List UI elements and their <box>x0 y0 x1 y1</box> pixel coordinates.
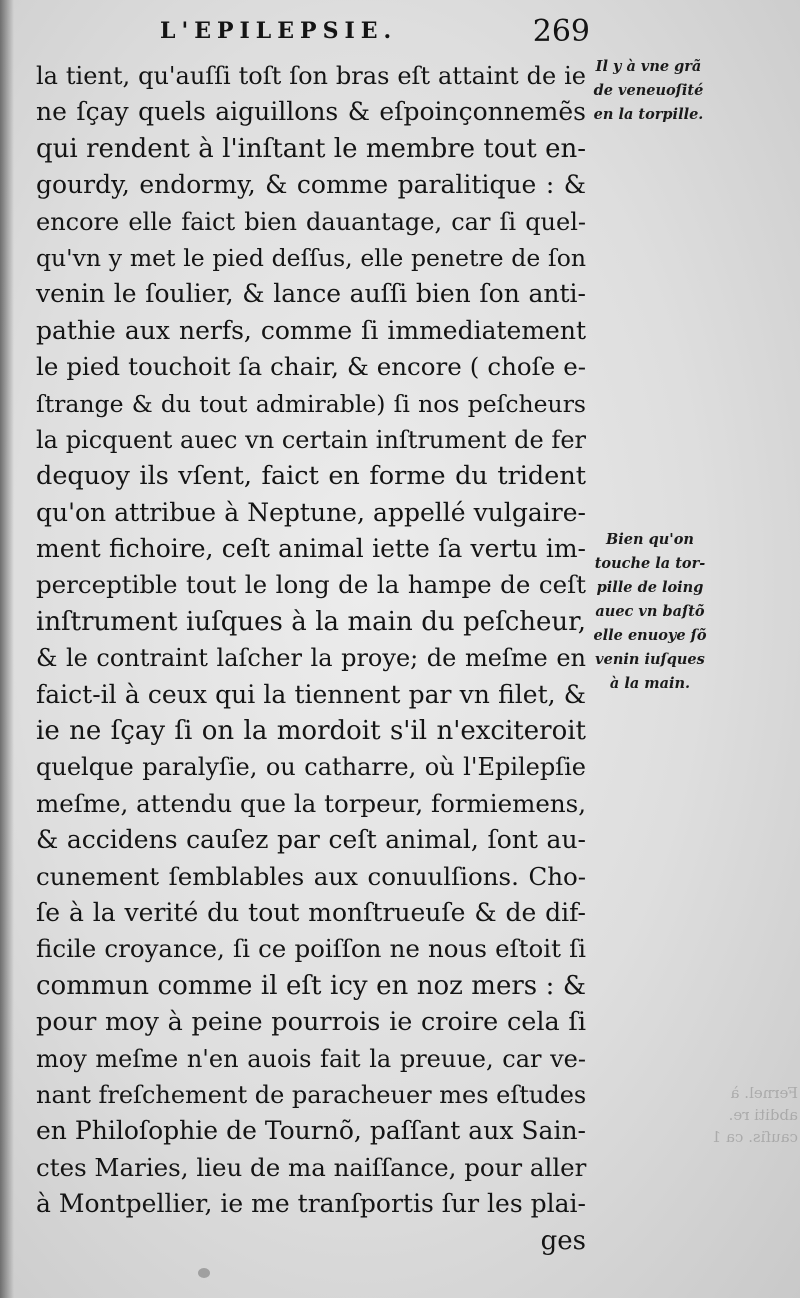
text-line: la picquent auec vn certain inſtrument de fer <box>36 425 586 454</box>
text-line: ſtrange & du tout admirable) ſi nos peſcheurs <box>36 389 586 418</box>
text-line: cunement ſemblables aux conuulſions. Cho- <box>36 861 586 891</box>
margin-note-line: de veneuoſité <box>593 82 704 99</box>
margin-note-line: pille de loing <box>596 579 704 596</box>
ink-blot <box>198 1268 210 1278</box>
text-line: qu'vn y met le pied deſſus, elle penetre de ſon <box>36 243 586 272</box>
text-line: le pied touchoit ſa chair, & encore ( choſe e- <box>36 352 586 382</box>
margin-note-baston <box>580 528 720 696</box>
page-header <box>160 14 590 54</box>
body-text <box>36 58 586 1259</box>
text-line: inſtrument iuſques à la main du peſcheur, <box>36 606 586 637</box>
margin-note-line: à la main. <box>609 675 691 692</box>
margin-note-line: Bien qu'on <box>606 531 694 548</box>
text-line: encore elle faict bien dauantage, car ſi quel- <box>36 207 586 236</box>
text-line: ment fichoire, ceſt animal iette ſa vertu im- <box>36 534 586 564</box>
text-line: ſe à la verité du tout monſtrueuſe & de dif- <box>36 897 586 927</box>
margin-note-torpille <box>576 55 721 127</box>
bleed-through-line: abditi re. <box>728 1106 798 1124</box>
text-line: qu'on attribue à Neptune, appellé vulgaire- <box>36 497 586 527</box>
text-line: nant freſchement de paracheuer mes eſtudes <box>36 1080 587 1109</box>
margin-note-line: venin iuſques <box>595 651 705 668</box>
margin-note-line: elle enuoye ſõ <box>593 627 707 644</box>
text-line: la tient, qu'auſſi toſt ſon bras eſt attaint de ie <box>36 62 586 90</box>
running-head: L'EPILEPSIE. <box>160 18 398 44</box>
text-line: meſme, attendu que la torpeur, formiemens, <box>36 788 586 818</box>
catchword: ges <box>540 1225 586 1256</box>
text-line: dequoy ils vſent, faict en forme du trident <box>36 461 586 492</box>
text-line: à Montpellier, ie me tranſportis ſur les plai- <box>36 1189 586 1219</box>
text-line: qui rendent à l'inſtant le membre tout en- <box>36 133 586 164</box>
bleed-through-text <box>618 1082 798 1148</box>
text-line: gourdy, endormy, & comme paralitique : & <box>36 170 586 200</box>
text-line: moy meſme n'en auois fait la preuue, car ve- <box>36 1044 586 1073</box>
text-line: quelque paralyſie, ou catharre, où l'Epilepſie <box>36 753 586 782</box>
margin-note-line: auec vn baſtõ <box>595 603 705 620</box>
text-line: en Philoſophie de Tournõ, paſſant aux Sain- <box>36 1116 586 1146</box>
text-line: ne ſçay quels aiguillons & eſpoinçonnemẽs <box>36 97 586 127</box>
text-line: & accidens cauſez par ceſt animal, ſont au- <box>36 825 586 855</box>
text-line: faict-il à ceux qui la tiennent par vn filet, & <box>36 679 586 709</box>
text-line: perceptible tout le long de la hampe de ceſt <box>36 570 586 600</box>
text-line: ctes Maries, lieu de ma naiſſance, pour aller <box>36 1152 587 1182</box>
margin-note-line: touche la tor- <box>594 555 706 572</box>
text-line: commun comme il eſt icy en noz mers : & <box>36 970 586 1001</box>
text-line: ie ne ſçay ſi on la mordoit s'il n'exciteroit <box>36 716 586 747</box>
margin-note-line: en la torpille. <box>593 106 704 123</box>
text-line: pathie aux nerfs, comme ſi immediatement <box>36 315 586 345</box>
page-number: 269 <box>532 14 590 49</box>
bleed-through-line: cauſis. ca 1 <box>711 1128 798 1146</box>
page-gutter-shadow <box>0 0 14 1298</box>
text-line: & le contraint laſcher la proye; de meſme en <box>36 644 586 673</box>
text-line: ficile croyance, ſi ce poiſſon ne nous eſtoit ſi <box>36 934 586 964</box>
margin-note-line: Il y à vne grã <box>595 58 702 75</box>
bleed-through-line: Fernel. à <box>730 1084 798 1102</box>
text-line: pour moy à peine pourrois ie croire cela ſi <box>36 1007 586 1038</box>
text-line: venin le ſoulier, & lance auſſi bien ſon anti- <box>36 279 586 309</box>
